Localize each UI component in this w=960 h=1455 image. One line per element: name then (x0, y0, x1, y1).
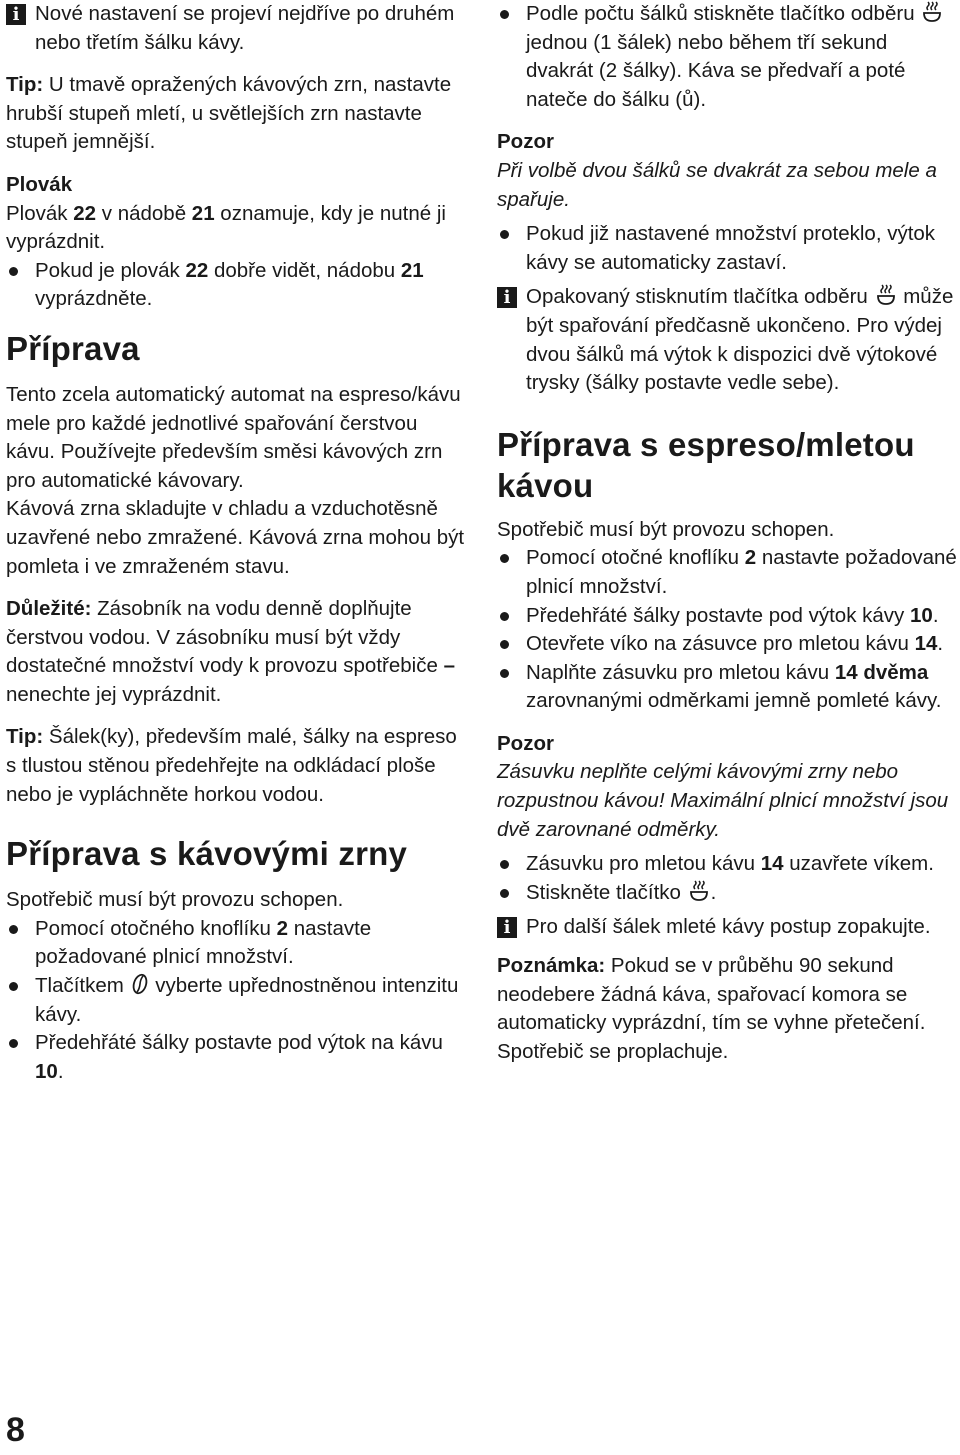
caution-heading-1: Pozor (497, 130, 554, 154)
ground-bullet-2: Předehřáté šálky postavte pod výtok kávy 10. (497, 602, 957, 631)
info-icon: i (497, 917, 517, 938)
cup-icon (876, 284, 896, 306)
beans-bullet-2: Tlačítkem vyberte upřednostněnou intenzitu kávy. (6, 972, 471, 1029)
ground-bullet-5: Zásuvku pro mletou kávu 14 uzavřete víkem. (497, 850, 957, 879)
cup-icon (689, 880, 709, 902)
tip-preheat: Tip: Šálek(ky), především malé, šálky na espreso s tlustou stěnou předehřejte na odkládací ploše nebo je vypláchněte horkou vodou. (6, 725, 457, 806)
preparation-paragraph-2: Kávová zrna skladujte v chladu a vzduchotěsně uzavřené nebo zmražené. Kávová zrna mohou být pomleta i ve zmraženém stavu. (6, 497, 465, 578)
caution-heading-2: Pozor (497, 731, 554, 755)
note-paragraph: Poznámka: Pokud se v průběhu 90 sekund neodebere žádná káva, spařovací komora se automaticky vyprázdní, tím se vyhne přetečení. Spotřebič se proplachuje. (497, 954, 926, 1063)
caution-text-1: Při volbě dvou šálků se dvakrát za sebou mele a spařuje. (497, 158, 937, 211)
left-column (6, 0, 471, 1086)
beans-bullet-3: Předehřáté šálky postavte pod výtok na kávu 10. (6, 1029, 471, 1086)
info-icon: i (6, 4, 26, 25)
info-note-repeat: i Pro další šálek mleté kávy postup zopakujte. (497, 913, 957, 942)
right-column (497, 0, 957, 1066)
float-heading: Plovák (6, 172, 73, 196)
float-bullet: Pokud je plovák 22 dobře vidět, nádobu 21 vyprázdněte. (6, 257, 471, 314)
beans-bullet-1: Pomocí otočného knoflíku 2 nastavte požadované plnicí množství. (6, 915, 471, 972)
info-icon: i (497, 287, 517, 308)
preparation-heading: Příprava (6, 329, 140, 367)
dispense-bullet: Podle počtu šálků stiskněte tlačítko odběru jednou (1 šálek) nebo během tří sekund dvakrát (2 šálky). Káva se předvaří a poté nateče do šálku (ů). (497, 0, 957, 114)
info-note-interrupt: i Opakovaný stisknutím tlačítka odběru může být spařování předčasně ukončeno. Pro výdej dvou šálků má výtok k dispozici dvě výtokové trysky (šálky postavte vedle sebe). (497, 283, 957, 397)
ground-bullet-6: Stiskněte tlačítko . (497, 879, 957, 908)
caution-text-2: Zásuvku neplňte celými kávovými zrny nebo rozpustnou kávou! Maximální plnicí množství jsou dvě zarovnané odměrky. (497, 760, 949, 841)
ground-intro: Spotřebič musí být provozu schopen. (497, 517, 835, 541)
ground-bullet-4: Naplňte zásuvku pro mletou kávu 14 dvěma zarovnanými odměrkami jemně pomleté kávy. (497, 659, 957, 716)
ground-coffee-heading: Příprava s espreso/mletou kávou (497, 425, 915, 504)
ground-bullet-3: Otevřete víko na zásuvce pro mletou kávu 14. (497, 630, 957, 659)
auto-stop-bullet: Pokud již nastavené množství proteklo, výtok kávy se automaticky zastaví. (497, 220, 957, 277)
important-note: Důležité: Zásobník na vodu denně doplňujte čerstvou vodou. V zásobníku musí být vždy dostatečné množství vody k provozu spotřebiče – nenechte jej vyprázdnit. (6, 597, 455, 706)
float-text: Plovák 22 v nádobě 21 oznamuje, kdy je nutné ji vyprázdnit. (6, 201, 446, 254)
bean-icon (132, 973, 148, 995)
cup-icon (922, 1, 942, 23)
beans-heading: Příprava s kávovými zrny (6, 835, 408, 873)
beans-intro: Spotřebič musí být provozu schopen. (6, 888, 344, 912)
page-number: 8 (6, 1411, 25, 1449)
tip-grind: Tip: U tmavě opražených kávových zrn, nastavte hrubší stupeň mletí, u světlejších zrn nastavte stupeň jemnější. (6, 73, 452, 154)
preparation-paragraph-1: Tento zcela automatický automat na espreso/kávu mele pro každé jednotlivé spařování čerstvou kávu. Používejte především směsi kávových zrn pro automatické kávovary. (6, 382, 461, 492)
ground-bullet-1: Pomocí otočné knoflíku 2 nastavte požadované plnicí množství. (497, 544, 957, 601)
info-note-grind-setting: i Nové nastavení se projeví nejdříve po druhém nebo třetím šálku kávy. (6, 0, 471, 57)
